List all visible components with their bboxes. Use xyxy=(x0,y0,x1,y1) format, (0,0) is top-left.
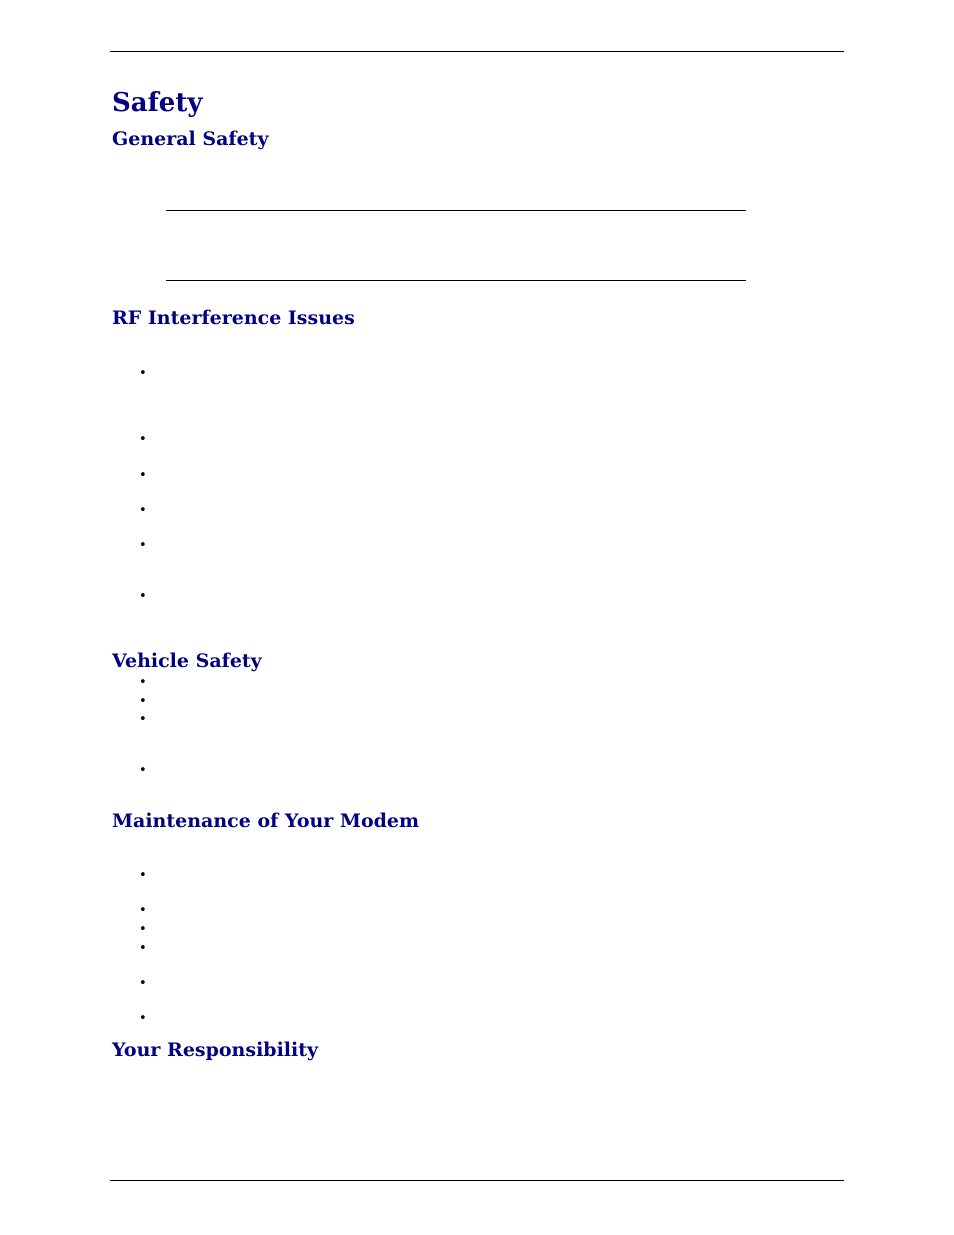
section-heading-rf-interference: RF Interference Issues xyxy=(112,307,355,329)
list-bullet: • xyxy=(139,538,147,553)
section-heading-vehicle-safety: Vehicle Safety xyxy=(112,650,262,672)
list-bullet: • xyxy=(139,694,147,709)
list-bullet: • xyxy=(139,976,147,991)
section-heading-your-responsibility: Your Responsibility xyxy=(112,1039,319,1061)
list-bullet: • xyxy=(139,712,147,727)
header-rule xyxy=(110,51,844,52)
list-bullet: • xyxy=(139,903,147,918)
section-heading-maintenance: Maintenance of Your Modem xyxy=(112,810,420,832)
list-bullet: • xyxy=(139,366,147,381)
list-bullet: • xyxy=(139,941,147,956)
list-bullet: • xyxy=(139,589,147,604)
list-bullet: • xyxy=(139,763,147,778)
list-bullet: • xyxy=(139,675,147,690)
footer-rule xyxy=(110,1180,844,1181)
notice-box-bottom-rule xyxy=(166,280,746,281)
list-bullet: • xyxy=(139,922,147,937)
list-bullet: • xyxy=(139,432,147,447)
notice-box-top-rule xyxy=(166,210,746,211)
list-bullet: • xyxy=(139,868,147,883)
section-heading-general-safety: General Safety xyxy=(112,128,269,150)
list-bullet: • xyxy=(139,503,147,518)
page-title: Safety xyxy=(112,88,203,118)
list-bullet: • xyxy=(139,1011,147,1026)
list-bullet: • xyxy=(139,468,147,483)
